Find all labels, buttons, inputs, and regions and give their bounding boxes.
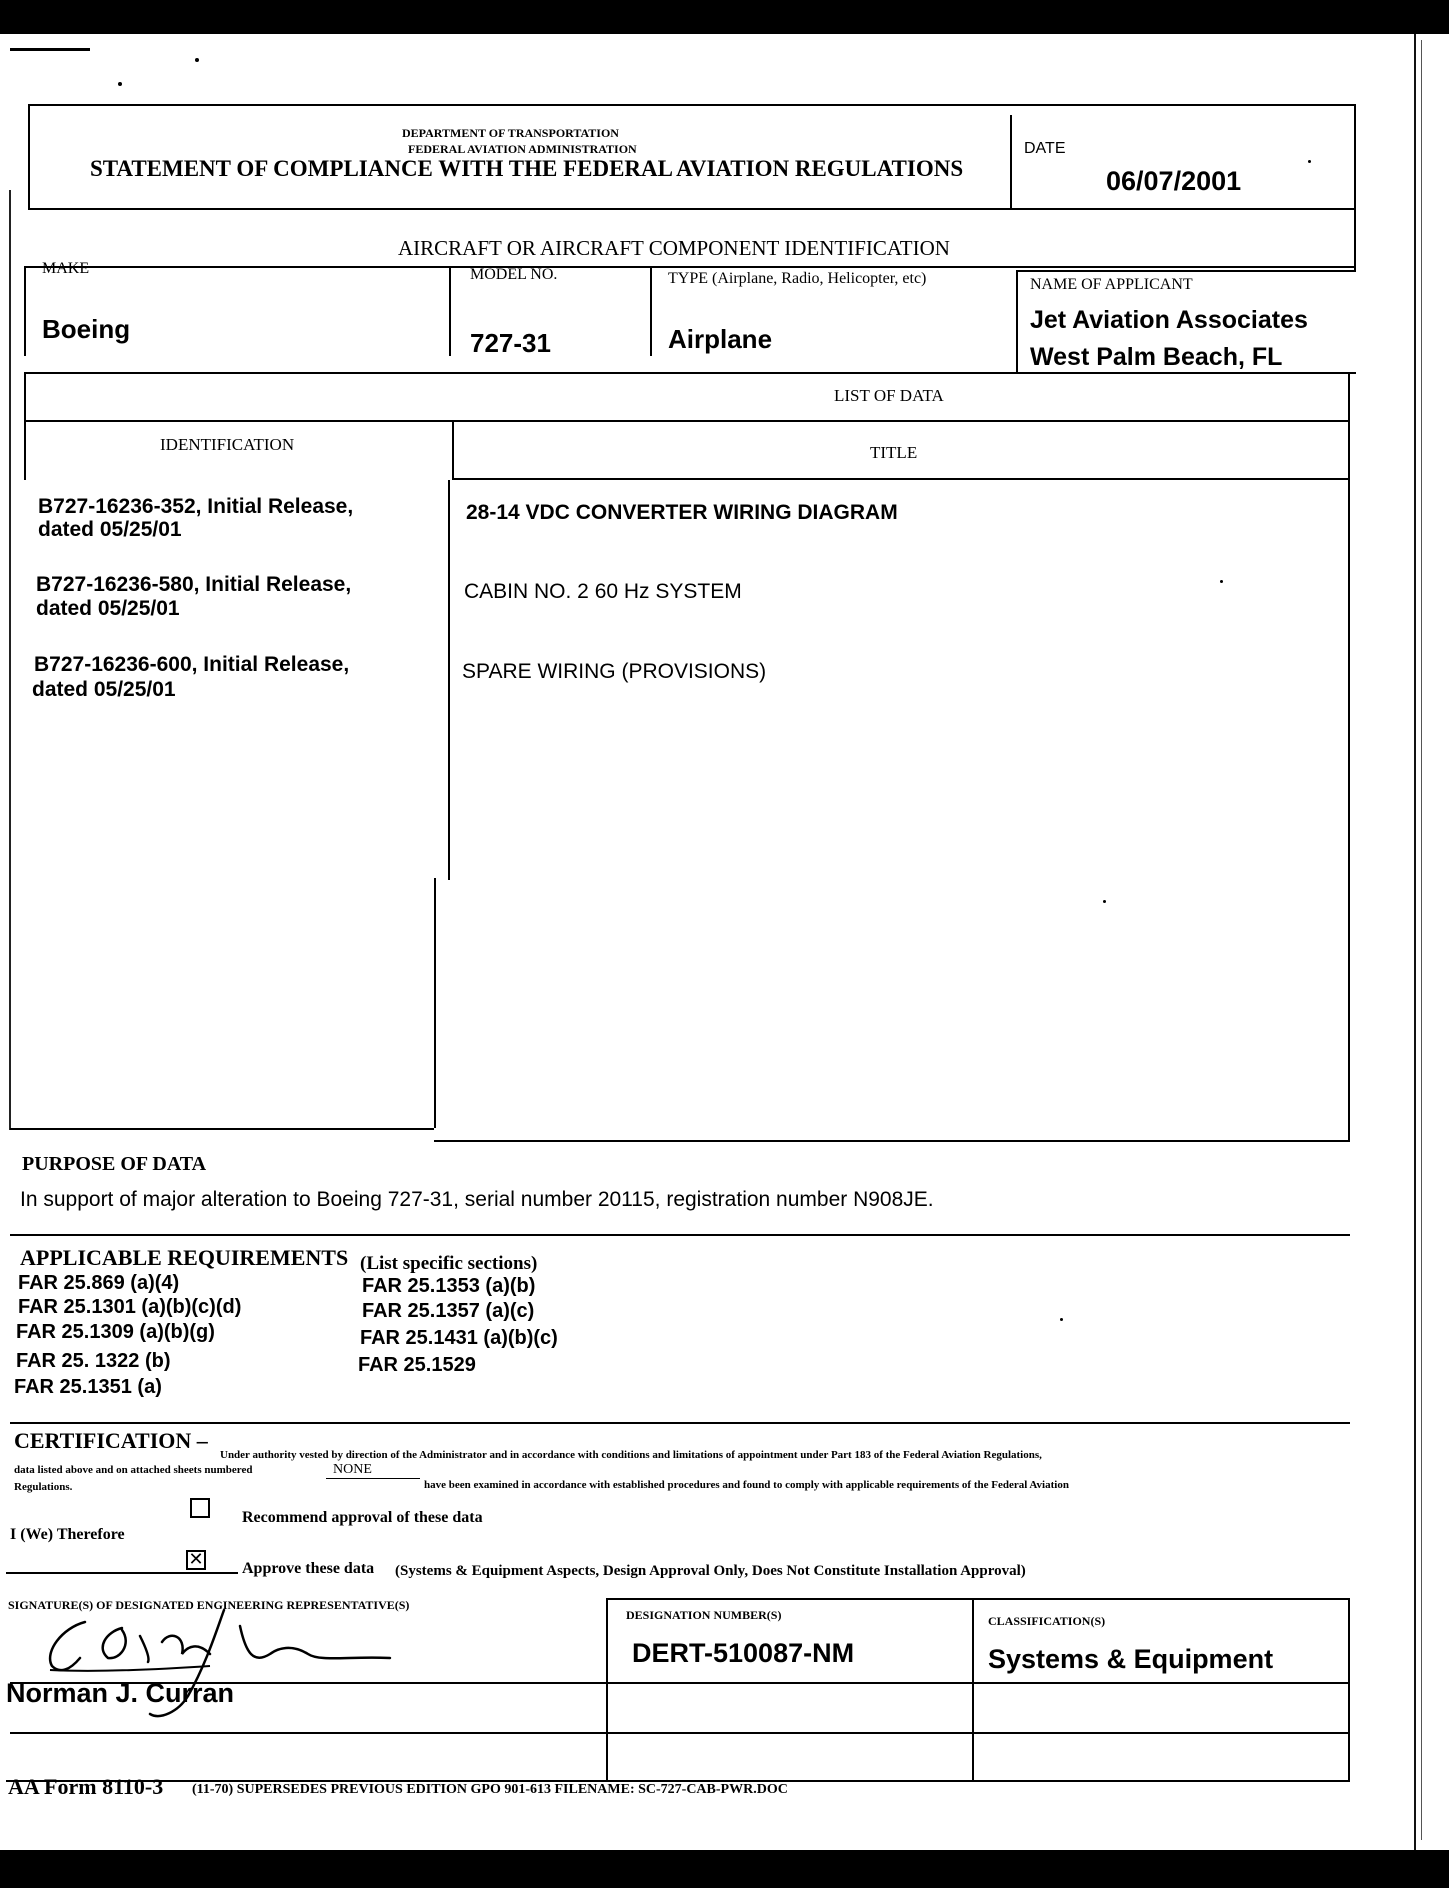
row2-title: CABIN NO. 2 60 Hz SYSTEM <box>464 580 742 603</box>
row1-title: 28-14 VDC CONVERTER WIRING DIAGRAM <box>466 501 898 524</box>
certification-text-line2b: have been examined in accordance with established procedures and found to comply with applicable requirements of the Federal Aviation <box>424 1479 1069 1491</box>
date-value: 06/07/2001 <box>1106 166 1242 196</box>
rule <box>24 420 1348 422</box>
rule <box>28 104 30 210</box>
scan-noise <box>1103 900 1106 903</box>
scan-noise <box>1308 160 1311 163</box>
model-value: 727-31 <box>470 328 551 358</box>
requirements-sublabel: (List specific sections) <box>360 1253 538 1274</box>
rule <box>10 1422 1350 1424</box>
approve-data-note: (Systems & Equipment Aspects, Design Approval Only, Does Not Constitute Installation Approval) <box>395 1563 1026 1579</box>
classification-value: Systems & Equipment <box>988 1644 1274 1674</box>
requirement-item: FAR 25. 1322 (b) <box>16 1350 171 1372</box>
rule <box>452 478 1348 480</box>
scan-edge-right-inner <box>1421 40 1422 1840</box>
recommend-approval-checkbox[interactable] <box>190 1498 210 1518</box>
recommend-approval-label: Recommend approval of these data <box>242 1509 483 1526</box>
rule <box>650 266 652 356</box>
identification-section-title: AIRCRAFT OR AIRCRAFT COMPONENT IDENTIFICATION <box>398 236 950 260</box>
purpose-label: PURPOSE OF DATA <box>22 1153 207 1175</box>
scan-border-bottom <box>0 1850 1449 1888</box>
type-label: TYPE (Airplane, Radio, Helicopter, etc) <box>668 270 927 287</box>
scan-noise <box>1060 1318 1063 1321</box>
agency-name: FEDERAL AVIATION ADMINISTRATION <box>408 142 637 156</box>
applicant-location: West Palm Beach, FL <box>1030 343 1283 371</box>
row3-title: SPARE WIRING (PROVISIONS) <box>462 660 767 683</box>
rule <box>449 266 451 356</box>
certification-text-line2a: data listed above and on attached sheets numbered <box>14 1464 253 1476</box>
designation-label: DESIGNATION NUMBER(S) <box>626 1608 782 1622</box>
requirement-item: FAR 25.1357 (a)(c) <box>362 1300 535 1322</box>
type-value: Airplane <box>668 324 773 354</box>
rule <box>972 1598 974 1782</box>
signature-label: SIGNATURE(S) OF DESIGNATED ENGINEERING REPRESENTATIVE(S) <box>8 1598 410 1612</box>
designation-value: DERT-510087-NM <box>632 1638 855 1668</box>
scan-noise <box>118 82 122 86</box>
rule <box>24 266 26 356</box>
make-value: Boeing <box>42 314 131 344</box>
approve-data-checkbox[interactable]: ✕ <box>186 1550 206 1570</box>
rule <box>1348 1598 1350 1782</box>
certification-label: CERTIFICATION – <box>14 1428 208 1453</box>
certification-text-line1: Under authority vested by direction of the Administrator and in accordance with conditions and limitations of appointment under Part 183 of the Federal Aviation Regulations, <box>220 1449 1042 1461</box>
page-title: STATEMENT OF COMPLIANCE WITH THE FEDERAL AVIATION REGULATIONS <box>90 156 964 181</box>
rule <box>452 420 454 480</box>
rule <box>1354 104 1356 270</box>
rule <box>434 878 436 1128</box>
rule <box>10 1128 434 1130</box>
requirement-item: FAR 25.1309 (a)(b)(g) <box>16 1321 215 1343</box>
handwritten-signature <box>10 1600 410 1740</box>
certification-text-line3: Regulations. <box>14 1481 73 1493</box>
rule <box>606 1598 608 1782</box>
applicant-label: NAME OF APPLICANT <box>1030 276 1193 293</box>
row3-id: B727-16236-600, Initial Release, <box>34 653 350 676</box>
make-label: MAKE <box>42 260 90 277</box>
rule <box>24 266 1356 268</box>
rule <box>6 1572 238 1574</box>
rule <box>1016 270 1356 272</box>
rule <box>434 1140 1350 1142</box>
rule <box>24 372 1356 374</box>
scan-noise <box>195 58 199 62</box>
rule <box>448 480 450 880</box>
requirement-item: FAR 25.1301 (a)(b)(c)(d) <box>18 1296 242 1318</box>
scan-edge-left <box>9 190 11 1130</box>
sheets-blank-underline <box>326 1478 420 1479</box>
scan-edge-right <box>1414 34 1416 1850</box>
list-of-data-title: LIST OF DATA <box>834 386 944 405</box>
rule <box>24 372 26 480</box>
classification-label: CLASSIFICATION(S) <box>988 1614 1106 1628</box>
requirement-item: FAR 25.1351 (a) <box>14 1376 162 1398</box>
scan-border-top <box>0 0 1449 34</box>
col-identification-header: IDENTIFICATION <box>160 435 295 454</box>
form-footer-text: (11-70) SUPERSEDES PREVIOUS EDITION GPO 901-613 FILENAME: SC-727-CAB-PWR.DOC <box>192 1782 788 1797</box>
row2-date: dated 05/25/01 <box>36 597 180 620</box>
row3-date: dated 05/25/01 <box>32 678 176 701</box>
applicant-name: Jet Aviation Associates <box>1030 306 1308 334</box>
col-title-header: TITLE <box>870 443 918 462</box>
scan-noise <box>10 48 90 51</box>
requirement-item: FAR 25.1353 (a)(b) <box>362 1275 536 1297</box>
rule <box>28 208 1356 210</box>
form-number: AA Form 8110-3 <box>8 1774 164 1799</box>
requirement-item: FAR 25.1529 <box>358 1354 476 1376</box>
row1-date: dated 05/25/01 <box>38 518 182 541</box>
approve-data-label: Approve these data <box>242 1560 375 1577</box>
row1-id: B727-16236-352, Initial Release, <box>38 495 354 518</box>
rule <box>1348 372 1350 1142</box>
row2-id: B727-16236-580, Initial Release, <box>36 573 352 596</box>
requirement-item: FAR 25.869 (a)(4) <box>18 1272 180 1294</box>
date-label: DATE <box>1024 140 1066 157</box>
rule <box>606 1598 1350 1600</box>
purpose-text: In support of major alteration to Boeing 727-31, serial number 20115, registration number N908JE. <box>20 1188 934 1211</box>
rule <box>1010 115 1012 210</box>
dept-name: DEPARTMENT OF TRANSPORTATION <box>402 126 619 140</box>
signatory-name: Norman J. Curran <box>6 1678 235 1708</box>
model-label: MODEL NO. <box>470 266 558 283</box>
therefore-label: I (We) Therefore <box>10 1526 125 1543</box>
rule <box>28 104 1356 106</box>
rule <box>10 1234 1350 1236</box>
rule <box>1016 270 1018 372</box>
scan-noise <box>1220 580 1223 583</box>
requirements-label: APPLICABLE REQUIREMENTS <box>20 1245 349 1270</box>
requirement-item: FAR 25.1431 (a)(b)(c) <box>360 1327 558 1349</box>
sheets-numbered-value: NONE <box>333 1462 372 1477</box>
